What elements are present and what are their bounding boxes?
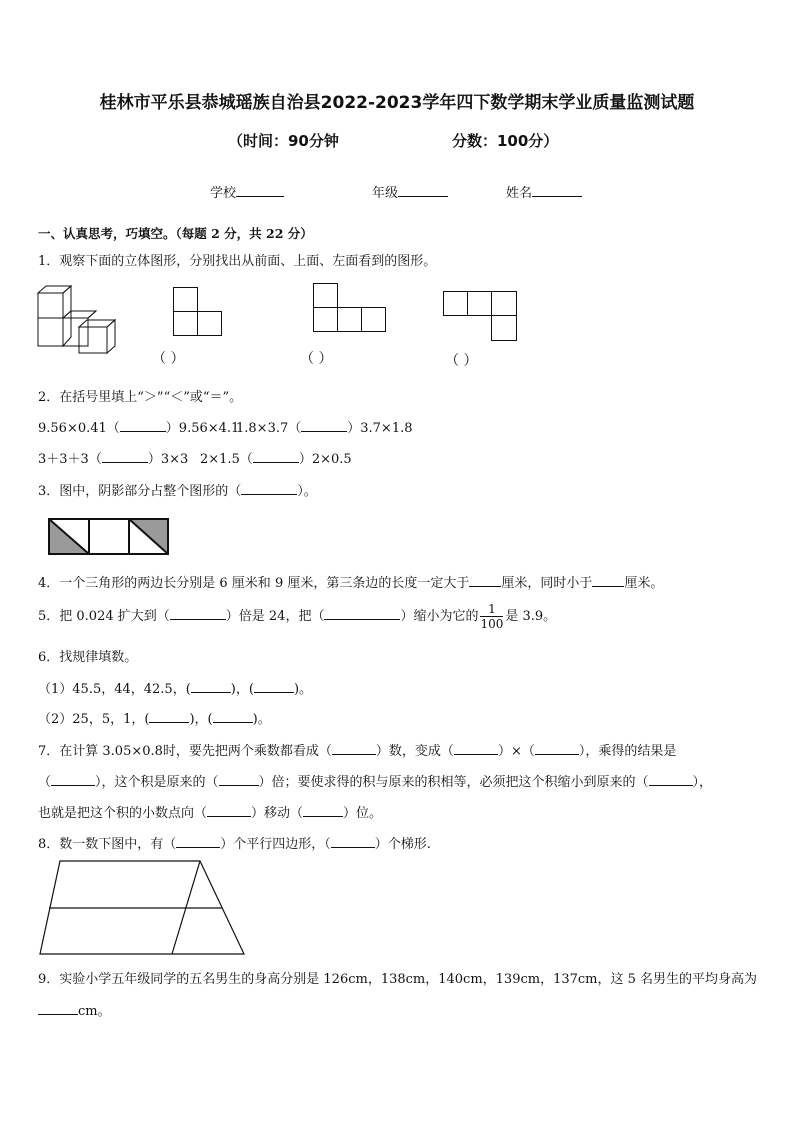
q5-blank-2[interactable] <box>324 607 400 620</box>
q2-row1-a <box>38 417 239 436</box>
q7-l1-b: ）数，变成（ <box>375 744 454 759</box>
section-heading: 一、认真思考，巧填空。（每题 2 分，共 22 分） <box>38 226 313 241</box>
q4-blank-2[interactable] <box>592 574 624 587</box>
q7-l3-b: ）移动（ <box>251 806 304 821</box>
q7-blank-1[interactable] <box>332 742 376 755</box>
q6-blank-4[interactable] <box>213 710 253 723</box>
q9-tail: cm。 <box>78 1004 111 1019</box>
q6-line2-b: )，( <box>189 712 213 727</box>
name-field[interactable] <box>506 182 582 201</box>
q1-answer-a[interactable]: （ ） <box>152 351 185 367</box>
q5-text-b: ）倍是 24，把（ <box>225 609 325 624</box>
q1-answer-b[interactable]: （ ） <box>300 351 333 367</box>
view-option-b <box>313 283 388 333</box>
q5-text-a: 5．把 0.024 扩大到（ <box>38 609 170 624</box>
q3-blank[interactable] <box>241 482 297 495</box>
q7-l3-c: ）位。 <box>343 806 383 821</box>
q7-l1-a: 7．在计算 3.05×0.8时，要先把两个乘数都看成（ <box>38 744 332 759</box>
page-title: 桂林市平乐县恭城瑶族自治县2022-2023学年四下数学期末学业质量监测试题 <box>99 93 695 113</box>
q8-text-a: 8．数一数下图中，有（ <box>38 837 177 852</box>
q1-answer-c[interactable]: （ ） <box>445 353 478 369</box>
q2-blank-2[interactable] <box>301 419 347 432</box>
q3-text <box>38 480 317 499</box>
q7-blank-7[interactable] <box>207 804 251 817</box>
q6-line1-a: （1）45.5，44，42.5，( <box>38 682 191 697</box>
q5-text <box>38 600 556 634</box>
q9-blank[interactable] <box>38 1002 78 1015</box>
fraction-denominator: 100 <box>480 617 504 631</box>
q4-text-c: 厘米。 <box>624 576 664 591</box>
q2-row2-a <box>38 448 188 467</box>
q9-text: 9．实验小学五年级同学的五名男生的身高分别是 126cm，138cm，140cm，139cm，137cm，这 5 名男生的平均身高为 <box>38 972 758 987</box>
q9-tail-line <box>38 1000 111 1019</box>
q7-blank-3[interactable] <box>535 742 579 755</box>
q2-text: 2．在括号里填上“＞”“＜”或“＝”。 <box>38 390 243 405</box>
q6-line2 <box>38 708 271 727</box>
grade-blank[interactable] <box>398 184 448 197</box>
q1-text: 1．观察下面的立体图形，分别找出从前面、上面、左面看到的图形。 <box>38 254 437 269</box>
q7-l1-d: ），乘得的结果是 <box>578 744 677 759</box>
q2-row1-b-left: 1.8×3.7（ <box>236 421 302 436</box>
q7-l3-a: 也就是把这个积的小数点向（ <box>38 806 208 821</box>
q6-blank-1[interactable] <box>191 680 231 693</box>
q6-line2-c: )。 <box>252 712 271 727</box>
q7-blank-5[interactable] <box>219 773 259 786</box>
q2-blank-1[interactable] <box>120 419 166 432</box>
q5-text-c: ）缩小为它的 <box>400 609 479 624</box>
q6-blank-2[interactable] <box>254 680 294 693</box>
q3-text-b: ）。 <box>297 484 317 499</box>
q4-blank-1[interactable] <box>469 574 501 587</box>
grade-field[interactable] <box>372 182 448 201</box>
q5-blank-1[interactable] <box>170 607 226 620</box>
name-blank[interactable] <box>532 184 582 197</box>
q7-blank-8[interactable] <box>303 804 343 817</box>
q8-blank-2[interactable] <box>331 835 375 848</box>
fraction-numerator: 1 <box>480 602 503 617</box>
q7-blank-6[interactable] <box>649 773 693 786</box>
q6-blank-3[interactable] <box>149 710 189 723</box>
exam-score: 分数：100分） <box>452 132 559 150</box>
q2-row2-b-left: 2×1.5（ <box>200 452 253 467</box>
q2-row1-a-left: 9.56×0.41（ <box>38 421 120 436</box>
q4-text-a: 4．一个三角形的两边长分别是 6 厘米和 9 厘米，第三条边的长度一定大于 <box>38 576 470 591</box>
q2-row2-a-left: 3＋3＋3（ <box>38 452 102 467</box>
q6-line2-a: （2）25，5，1，( <box>38 712 150 727</box>
q2-row2-a-right: ）3×3 <box>147 452 189 467</box>
q3-text-a: 3．图中，阴影部分占整个图形的（ <box>38 484 242 499</box>
q6-line1-c: )。 <box>293 682 313 697</box>
exam-time: （时间：90分钟 <box>228 132 339 150</box>
q7-l1-c: ）×（ <box>497 744 535 759</box>
school-field[interactable] <box>210 182 284 201</box>
q2-blank-3[interactable] <box>102 450 148 463</box>
q4-text <box>38 572 663 591</box>
q2-row2-b-right: ）2×0.5 <box>298 452 352 467</box>
q7-blank-2[interactable] <box>454 742 498 755</box>
q7-line2 <box>38 771 712 790</box>
q7-l2-a: （ <box>38 775 52 790</box>
cube-solid-figure <box>36 283 126 355</box>
q2-row1-b-right: ）3.7×1.8 <box>347 421 413 436</box>
shaded-rectangle-figure <box>48 518 170 556</box>
q7-l2-c: ）倍；要使求得的积与原来的积相等，必须把这个积缩小到原来的（ <box>258 775 649 790</box>
view-option-a <box>173 287 223 337</box>
trapezoid-figure <box>38 860 248 956</box>
q7-l2-b: ），这个积是原来的（ <box>95 775 219 790</box>
q7-line1 <box>38 740 676 759</box>
q6-line1-b: )，( <box>230 682 254 697</box>
view-option-c <box>443 291 519 343</box>
fraction <box>480 602 503 631</box>
grade-label: 年级 <box>372 186 399 201</box>
q7-blank-4[interactable] <box>51 773 95 786</box>
q2-blank-4[interactable] <box>253 450 299 463</box>
q2-row1-b <box>236 417 413 436</box>
q2-row2-b <box>200 448 352 467</box>
q6-line1 <box>38 678 312 697</box>
q8-text <box>38 833 431 852</box>
q7-line3 <box>38 802 382 821</box>
q8-text-b: ）个平行四边形，（ <box>220 837 331 852</box>
q6-text: 6．找规律填数。 <box>38 650 138 665</box>
q4-text-b: 厘米，同时小于 <box>501 576 593 591</box>
q2-row1-a-right: ）9.56×4.1 <box>165 421 240 436</box>
q5-text-d: 是 3.9。 <box>505 609 557 624</box>
name-label: 姓名 <box>506 186 533 201</box>
school-blank[interactable] <box>236 184 284 197</box>
q8-text-c: ）个梯形. <box>374 837 431 852</box>
school-label: 学校 <box>210 186 237 201</box>
q8-blank-1[interactable] <box>176 835 220 848</box>
q7-l2-d: ）， <box>692 775 713 790</box>
